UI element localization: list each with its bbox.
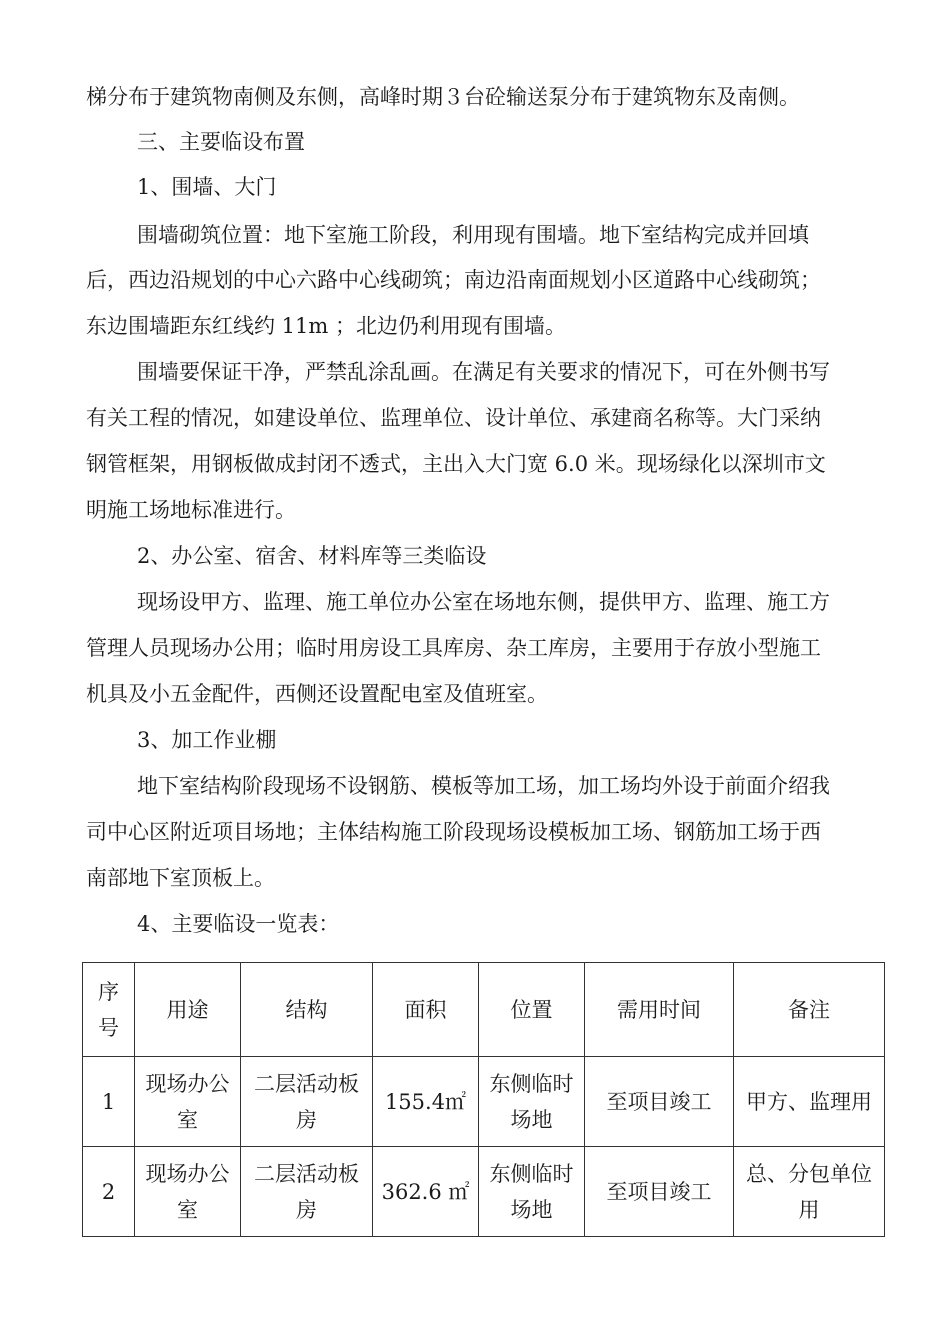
header-cell: 序号 <box>83 963 135 1057</box>
table-cell: 东侧临时场地 <box>479 1057 585 1147</box>
subsection-heading: 1、围墙、大门 <box>137 175 277 199</box>
header-cell: 结构 <box>241 963 373 1057</box>
paragraph-line: 南部地下室顶板上。 <box>86 866 275 890</box>
subsection-heading: 3、加工作业棚 <box>137 728 277 752</box>
table-cell: 362.6 ㎡ <box>373 1147 479 1237</box>
facilities-table <box>82 962 885 1237</box>
table-cell: 东侧临时场地 <box>479 1147 585 1237</box>
table-cell: 155.4㎡ <box>373 1057 479 1147</box>
paragraph-line: 机具及小五金配件，西侧还设置配电室及值班室。 <box>86 682 548 706</box>
table-cell: 总、分包单位用 <box>734 1147 885 1237</box>
table-cell: 现场办公室 <box>135 1147 241 1237</box>
table-cell: 至项目竣工 <box>585 1147 734 1237</box>
paragraph-line: 有关工程的情况，如建设单位、监理单位、设计单位、承建商名称等。大门采纳 <box>86 406 821 430</box>
table-row <box>83 1057 885 1147</box>
subsection-heading: 2、办公室、宿舍、材料库等三类临设 <box>137 544 487 568</box>
paragraph-line: 围墙砌筑位置：地下室施工阶段，利用现有围墙。地下室结构完成并回填 <box>137 223 809 247</box>
header-cell: 面积 <box>373 963 479 1057</box>
table-row <box>83 1147 885 1237</box>
subsection-heading: 4、主要临设一览表： <box>137 912 340 936</box>
paragraph-line: 东边围墙距东红线约 11m ；北边仍利用现有围墙。 <box>86 314 566 338</box>
header-cell: 位置 <box>479 963 585 1057</box>
header-cell: 备注 <box>734 963 885 1057</box>
paragraph-line: 地下室结构阶段现场不设钢筋、模板等加工场，加工场均外设于前面介绍我 <box>137 774 830 798</box>
table-cell: 1 <box>83 1057 135 1147</box>
table-cell: 甲方、监理用 <box>734 1057 885 1147</box>
paragraph-line: 现场设甲方、监理、施工单位办公室在场地东侧，提供甲方、监理、施工方 <box>137 590 830 614</box>
paragraph-line: 围墙要保证干净，严禁乱涂乱画。在满足有关要求的情况下，可在外侧书写 <box>137 360 830 384</box>
table-header-row <box>83 963 885 1057</box>
paragraph-line: 明施工场地标准进行。 <box>86 498 296 522</box>
table-cell: 2 <box>83 1147 135 1237</box>
table-cell: 至项目竣工 <box>585 1057 734 1147</box>
paragraph-line: 后，西边沿规划的中心六路中心线砌筑；南边沿南面规划小区道路中心线砌筑； <box>86 268 821 292</box>
header-cell: 需用时间 <box>585 963 734 1057</box>
table-cell: 二层活动板房 <box>241 1147 373 1237</box>
table-cell: 二层活动板房 <box>241 1057 373 1147</box>
section-heading: 三、主要临设布置 <box>137 130 305 154</box>
paragraph-line: 司中心区附近项目场地；主体结构施工阶段现场设模板加工场、钢筋加工场于西 <box>86 820 821 844</box>
table-cell: 现场办公室 <box>135 1057 241 1147</box>
paragraph-line: 管理人员现场办公用；临时用房设工具库房、杂工库房，主要用于存放小型施工 <box>86 636 821 660</box>
header-cell: 用途 <box>135 963 241 1057</box>
paragraph-line: 钢管框架，用钢板做成封闭不透式，主出入大门宽 6.0 米。现场绿化以深圳市文 <box>86 452 826 476</box>
paragraph-line: 梯分布于建筑物南侧及东侧，高峰时期３台砼输送泵分布于建筑物东及南侧。 <box>86 85 800 109</box>
